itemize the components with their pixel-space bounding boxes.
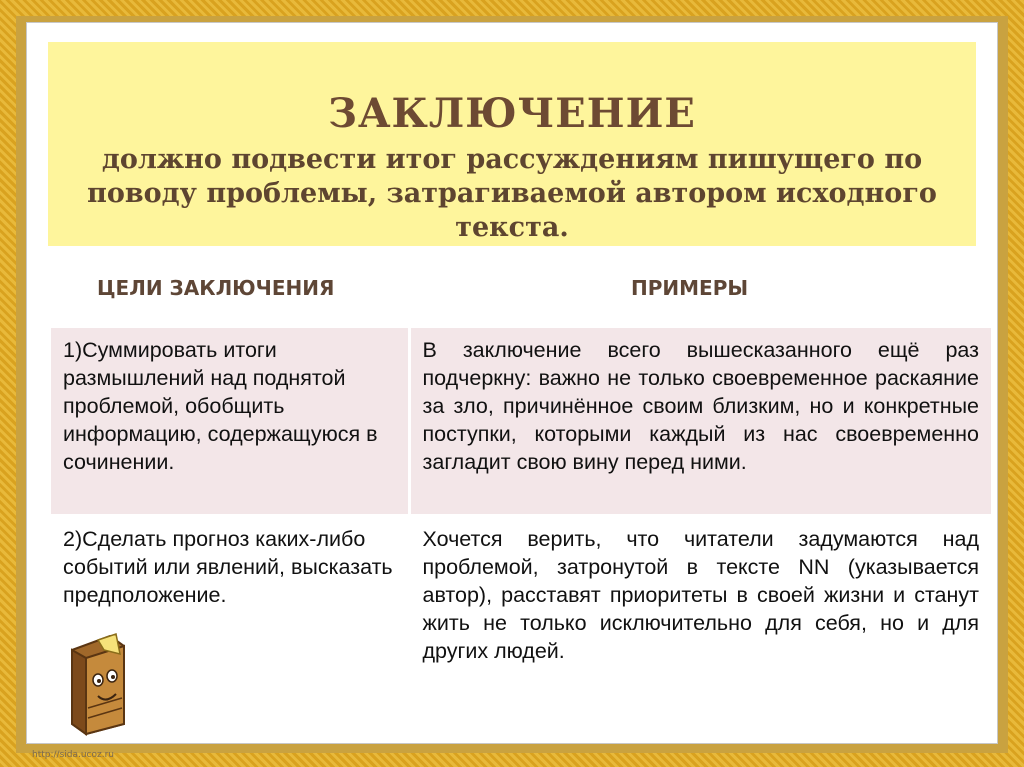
title-banner [48, 42, 976, 246]
goal-cell: 2)Сделать прогноз каких-либо событий или явлений, высказать предположение. [51, 516, 409, 732]
column-header-examples: ПРИМЕРЫ [631, 276, 749, 300]
goals-table [51, 328, 991, 731]
table-row [51, 516, 991, 732]
slide-title: ЗАКЛЮЧЕНИЕ [328, 90, 696, 137]
watermark-text: http://sida.ucoz.ru [32, 750, 114, 760]
slide-subtitle: должно подвести итог рассуждениям пишущего по поводу проблемы, затрагиваемой автором исходного текста. [87, 144, 937, 243]
example-cell: Хочется верить, что читатели задумаются над проблемой, затронутой в тексте NN (указывается автор), расставят приоритеты в своей жизни и станут жить не только исключительно для себя, но и для других людей. [409, 516, 991, 732]
example-cell: В заключение всего вышесказанного ещё раз подчеркну: важно не только своевременное раскаяние за зло, причинённое своим близким, но и конкретные поступки, которыми каждый из нас своевременно загладит свою вину перед ними. [409, 328, 991, 516]
column-header-goals: ЦЕЛИ ЗАКЛЮЧЕНИЯ [97, 276, 335, 300]
book-character-icon [58, 628, 138, 736]
table-row [51, 328, 991, 516]
goal-cell: 1)Суммировать итоги размышлений над поднятой проблемой, обобщить информацию, содержащуюся в сочинении. [51, 328, 409, 516]
